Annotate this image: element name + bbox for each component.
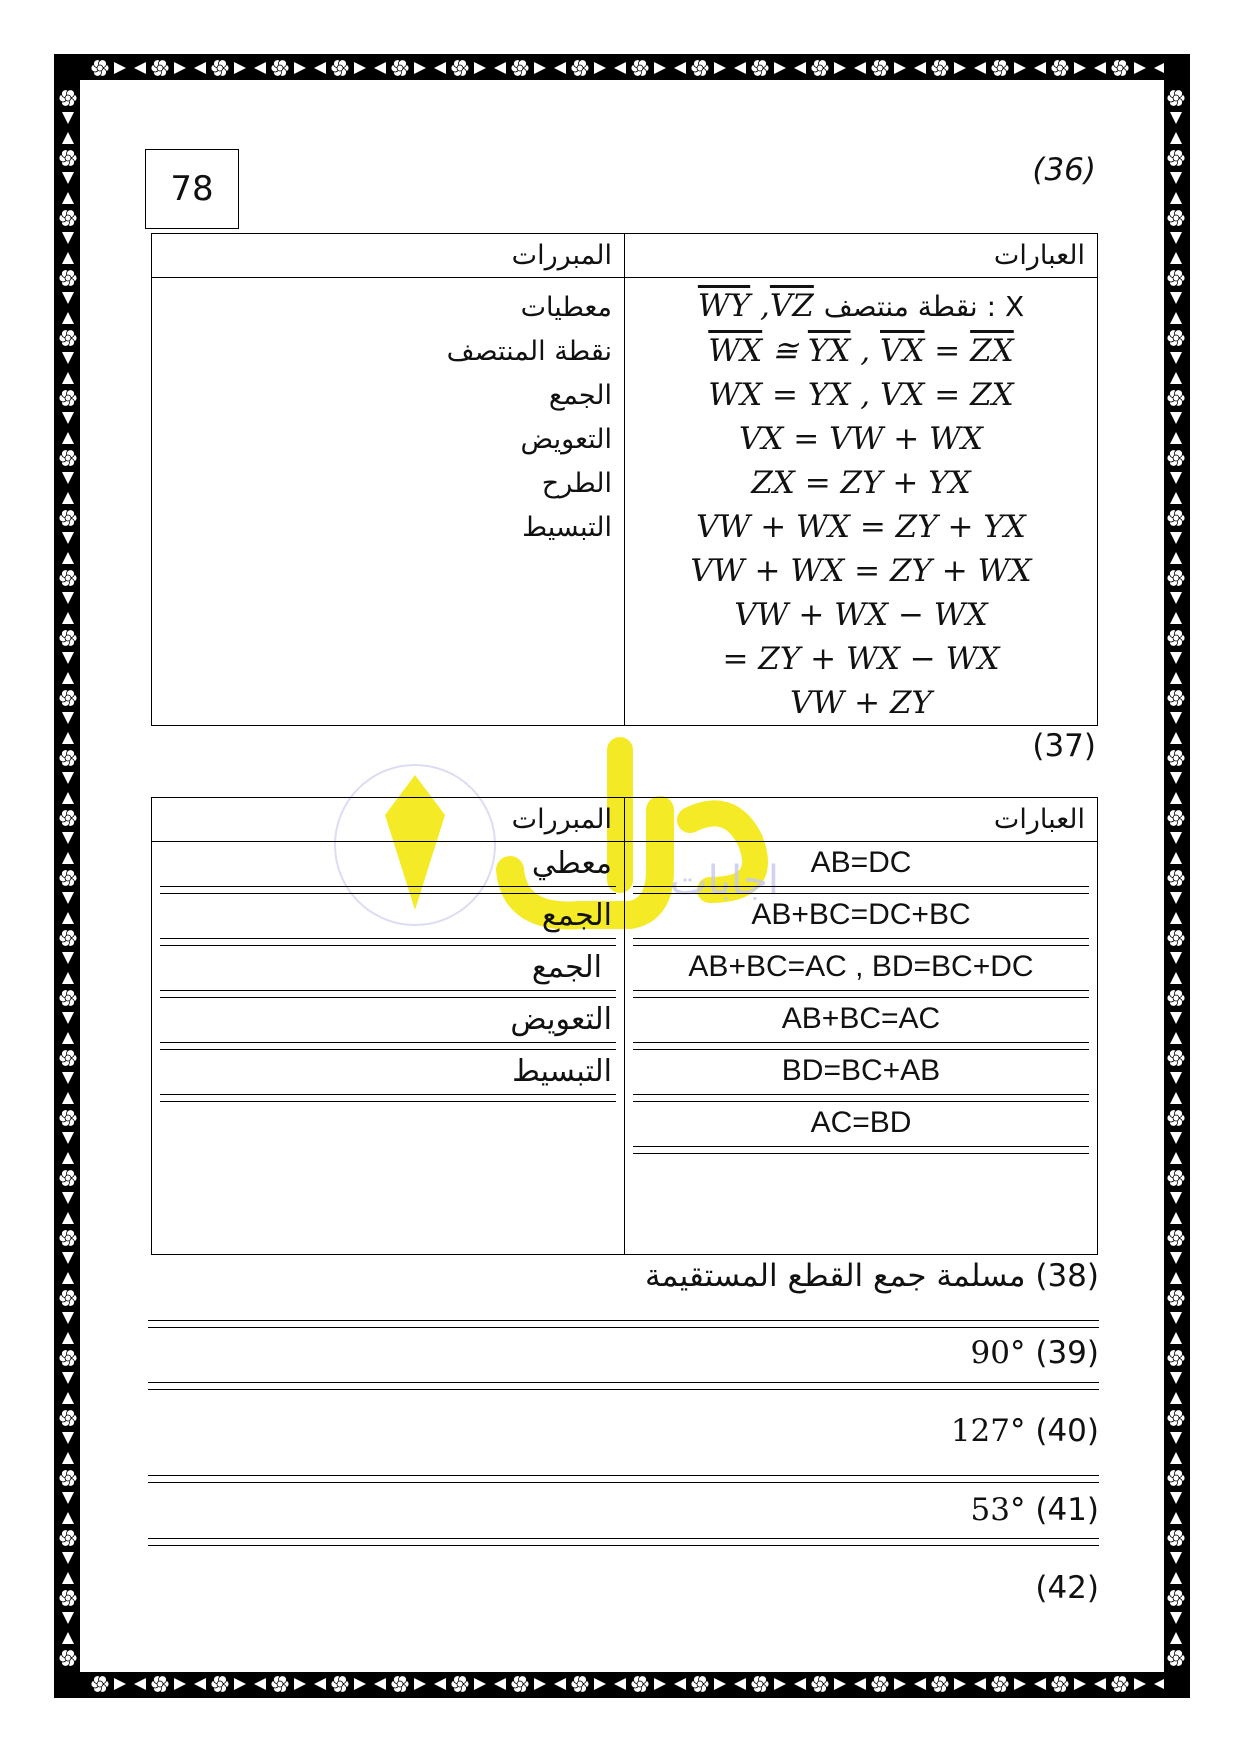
q36-reason: الجمع: [548, 380, 612, 411]
q36-statement: VW + WX = ZY + WX: [690, 553, 1032, 589]
q37-statements-list: [625, 842, 1097, 1154]
q41-row: [971, 1492, 1099, 1528]
q39-label: (39): [1035, 1335, 1099, 1371]
q39-answer-line: [148, 1382, 1099, 1390]
q36-statements-list: [625, 278, 1097, 725]
q39-answer: 90°: [970, 1335, 1026, 1371]
q41-answer-line: [148, 1538, 1099, 1546]
q36-reason: معطيات: [520, 292, 612, 323]
q42-label: (42): [1035, 1570, 1099, 1606]
q37-reason-row: معطي: [152, 842, 624, 894]
q38-answer: مسلمة جمع القطع المستقيمة: [645, 1258, 1026, 1294]
border-ornament-bottom: [80, 1674, 1164, 1694]
q36-statement: VW + ZY: [790, 685, 932, 721]
q37-reason-row: التبسيط: [152, 1050, 624, 1102]
q38-row: [645, 1258, 1099, 1294]
q37-reasons-header: المبررات: [152, 798, 625, 842]
q36-statement: WX = YX , VX = ZX: [708, 377, 1014, 413]
q40-answer: 127°: [950, 1413, 1026, 1449]
q39-row: [971, 1335, 1099, 1371]
q37-reason-row: التعويض: [152, 998, 624, 1050]
q38-answer-line: [148, 1320, 1099, 1328]
q37-statement-row: AB=DC: [625, 842, 1097, 894]
q36-statement: VW + WX = ZY + YX: [696, 509, 1026, 545]
q41-answer: 53°: [970, 1492, 1026, 1528]
q37-reason-row: الجمع: [152, 946, 624, 998]
watermark-sub: اجابات: [670, 858, 780, 904]
q37-statement-row: AB+BC=AC: [625, 998, 1097, 1050]
q36-reason: التعويض: [520, 424, 612, 455]
q36-reason: نقطة المنتصف: [446, 336, 612, 367]
q40-answer-line: [148, 1475, 1099, 1483]
q37-statement-row: AC=BD: [625, 1102, 1097, 1154]
q36-reason: التبسيط: [522, 512, 612, 543]
q36-reasons-header: المبررات: [152, 234, 625, 278]
page-number: 78: [145, 149, 239, 229]
q40-row: [951, 1413, 1099, 1449]
q36-statement: VW + WX − WX: [734, 597, 988, 633]
border-ornament-left: [58, 80, 78, 1672]
q37-statement-row: AB+BC=DC+BC: [625, 894, 1097, 946]
border-ornament-top: [80, 58, 1164, 78]
q37-statements-header: العبارات: [625, 798, 1098, 842]
q36-statement: = ZY + WX − WX: [722, 641, 1000, 677]
q40-label: (40): [1035, 1413, 1099, 1449]
q36-statements-header: العبارات: [625, 234, 1098, 278]
q37-reasons-list: [152, 842, 624, 1102]
q36-proof-table: [151, 233, 1098, 726]
q36-reason: الطرح: [541, 468, 612, 499]
q37-statement-row: BD=BC+AB: [625, 1050, 1097, 1102]
border-ornament-right: [1166, 80, 1186, 1672]
q36-statement: $\overline{WX}$ ≅ $\overline{YX}$ , $\overline{VX} = \overline{ZX}$: [708, 333, 1014, 369]
q37-reason-row: الجمع: [152, 894, 624, 946]
q36-statement: VX = VW + WX: [738, 421, 983, 457]
q36-label: (36): [1032, 152, 1096, 188]
q37-proof-table: [151, 797, 1098, 1255]
q36-reasons-list: [152, 278, 624, 550]
q36-statement: $\overline{WY}$ $,\overline{VZ}$ نقطة منتصف : X: [697, 288, 1025, 324]
q36-statement: ZX = ZY + YX: [751, 465, 971, 501]
q41-label: (41): [1035, 1492, 1099, 1528]
q38-label: (38): [1035, 1258, 1099, 1294]
q37-label: (37): [1032, 728, 1096, 764]
q37-statement-row: AB+BC=AC , BD=BC+DC: [625, 946, 1097, 998]
